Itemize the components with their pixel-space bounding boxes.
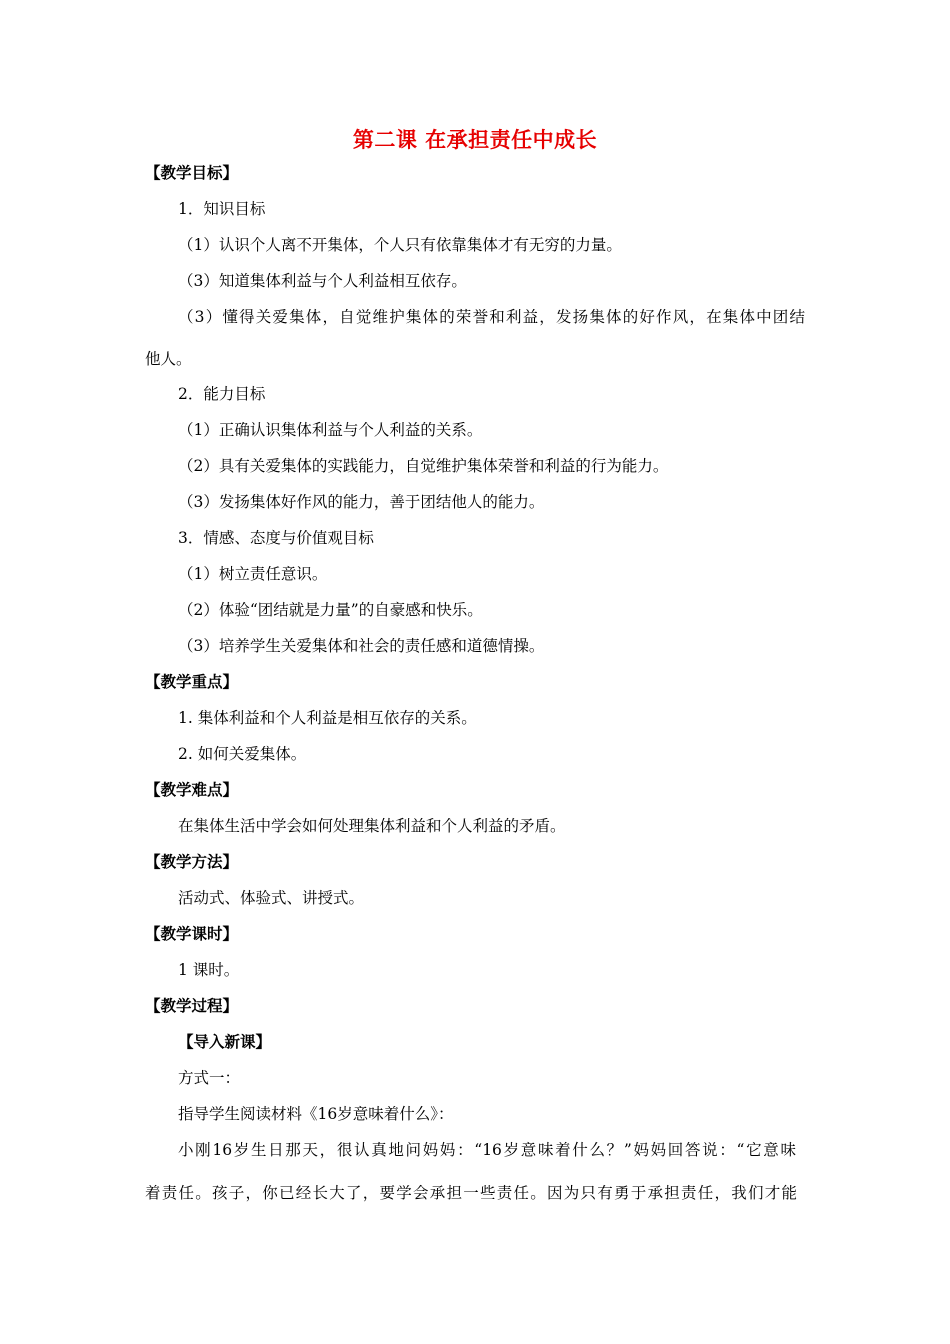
reading-guide: 指导学生阅读材料《16岁意味着什么》： — [178, 1105, 454, 1123]
page-title: 第二课 在承担责任中成长 — [352, 128, 598, 152]
difficulty-heading: 【教学难点】 — [145, 781, 239, 799]
objectives-heading: 【教学目标】 — [145, 164, 239, 182]
emotion-goal-heading: 3．情感、态度与价值观目标 — [178, 529, 374, 547]
ability-item-2: （2）具有关爱集体的实践能力，自觉维护集体荣誉和利益的行为能力。 — [178, 457, 669, 475]
emotion-item-3: （3）培养学生关爱集体和社会的责任感和道德情操。 — [178, 637, 545, 655]
ability-goal-heading: 2．能力目标 — [178, 385, 266, 403]
knowledge-goal-heading: 1．知识目标 — [178, 200, 266, 218]
emotion-item-1: （1）树立责任意识。 — [178, 565, 328, 583]
key-points-heading: 【教学重点】 — [145, 673, 239, 691]
key-point-2: 2. 如何关爱集体。 — [178, 745, 307, 763]
story-line-1: 小刚16岁生日那天，很认真地问妈妈：“16岁意味着什么？”妈妈回答说：“它意味 — [178, 1141, 796, 1159]
difficulty-text: 在集体生活中学会如何处理集体利益和个人利益的矛盾。 — [178, 817, 566, 835]
process-heading: 【教学过程】 — [145, 997, 239, 1015]
way-one-label: 方式一： — [178, 1069, 241, 1087]
ability-item-1: （1）正确认识集体利益与个人利益的关系。 — [178, 421, 483, 439]
story-line-2: 着责任。孩子，你已经长大了，要学会承担一些责任。因为只有勇于承担责任，我们才能 — [145, 1184, 797, 1202]
hours-text: 1 课时。 — [178, 961, 240, 979]
ability-item-3: （3）发扬集体好作风的能力，善于团结他人的能力。 — [178, 493, 545, 511]
knowledge-item-3-line-1: （3）懂得关爱集体，自觉维护集体的荣誉和利益，发扬集体的好作风，在集体中团结 — [178, 308, 805, 326]
key-point-1: 1. 集体利益和个人利益是相互依存的关系。 — [178, 709, 477, 727]
intro-heading: 【导入新课】 — [178, 1033, 272, 1051]
knowledge-item-2: （3）知道集体利益与个人利益相互依存。 — [178, 272, 467, 290]
knowledge-item-1: （1）认识个人离不开集体，个人只有依靠集体才有无穷的力量。 — [178, 236, 622, 254]
method-heading: 【教学方法】 — [145, 853, 239, 871]
emotion-item-2: （2）体验“团结就是力量”的自豪感和快乐。 — [178, 601, 483, 619]
hours-heading: 【教学课时】 — [145, 925, 239, 943]
method-text: 活动式、体验式、讲授式。 — [178, 889, 365, 907]
knowledge-item-3-line-2: 他人。 — [145, 350, 192, 368]
